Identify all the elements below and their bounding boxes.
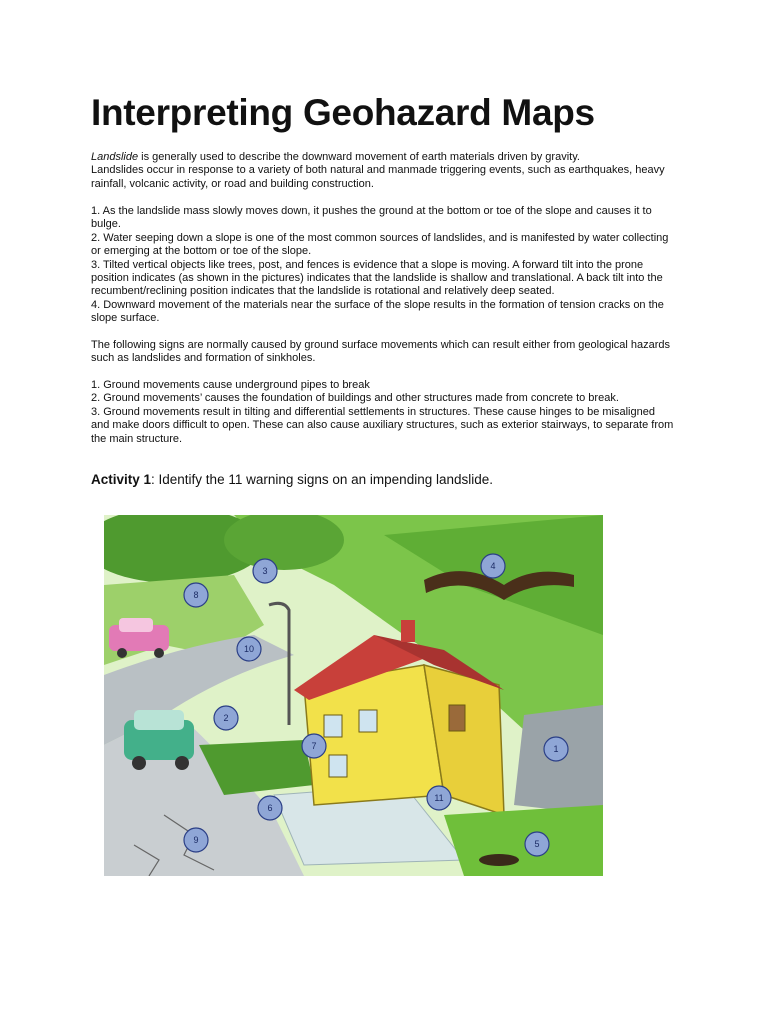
list-item: 3. Ground movements result in tilting and differential settlements in structures. These cause hinges to be misaligned and make doors difficult to open. These can also cause auxiliary structures, such as exterior stairways, to separate from the main structure.: [91, 405, 674, 445]
page-title: Interpreting Geohazard Maps: [91, 92, 595, 133]
marker-number: 5: [534, 839, 540, 849]
ground-movement-paragraph: The following signs are normally caused by ground surface movements which can result either from geological hazards such as landslides and formation of sinkholes.: [91, 339, 671, 365]
warning-marker-10: [237, 637, 261, 661]
warning-marker-7: [302, 734, 326, 758]
warning-marker-6: [258, 796, 282, 820]
warning-marker-4: [481, 554, 505, 578]
marker-number: 3: [262, 566, 268, 576]
intro-line-2: Landslides occur in response to a variety of both natural and manmade triggering events, such as earthquakes, heavy rainfall, volcanic activity, or road and building construction.: [91, 164, 665, 190]
marker-number: 2: [223, 713, 229, 723]
marker-number: 10: [243, 644, 255, 654]
sinkhole: [479, 854, 519, 866]
marker-number: 8: [193, 590, 199, 600]
landslide-term: Landslide: [91, 151, 139, 163]
list-item: 2. Ground movements’ causes the foundation of buildings and other structures made from concrete to break.: [91, 392, 619, 405]
list-item: 1. As the landslide mass slowly moves down, it pushes the ground at the bottom or toe of the slope and causes it to bulge.: [91, 205, 652, 231]
list-item: 1. Ground movements cause underground pipes to break: [91, 379, 370, 391]
marker-number: 1: [553, 744, 559, 754]
activity-heading: [91, 472, 493, 487]
warning-marker-9: [184, 828, 208, 852]
warning-marker-2: [214, 706, 238, 730]
list-item: 3. Tilted vertical objects like trees, post, and fences is evidence that a slope is moving. A forward tilt into the prone position indicates (as shown in the pictures) indicates that the landslide is shallow and translational. A back tilt into the recumbent/reclining position indicates that the landslide is rotational and relatively deep seated.: [91, 258, 663, 298]
landslide-signs-list: [91, 205, 676, 326]
marker-number: 6: [267, 803, 273, 813]
intro-line-1: is generally used to describe the downward movement of earth materials driven by gravity.: [138, 151, 580, 163]
warning-marker-8: [184, 583, 208, 607]
marker-number: 9: [193, 835, 199, 845]
lower-grass: [444, 805, 603, 876]
list-item: 2. Water seeping down a slope is one of the most common sources of landslides, and is manifested by water collecting or emerging at the bottom or toe of the slope.: [91, 231, 669, 258]
activity-text: : Identify the 11 warning signs on an impending landslide.: [151, 472, 494, 487]
warning-marker-11: [427, 786, 451, 810]
marker-number: 4: [490, 561, 496, 571]
intro-paragraph: [91, 151, 676, 191]
ground-movement-list: [91, 379, 676, 446]
marker-number: 11: [434, 793, 444, 803]
marker-number: 7: [311, 741, 317, 751]
list-item: 4. Downward movement of the materials near the surface of the slope results in the formation of tension cracks on the slope surface.: [91, 298, 664, 325]
warning-marker-5: [525, 832, 549, 856]
activity-label: Activity 1: [91, 472, 152, 487]
landslide-illustration: [104, 515, 603, 876]
warning-marker-1: [544, 737, 568, 761]
warning-marker-3: [253, 559, 277, 583]
